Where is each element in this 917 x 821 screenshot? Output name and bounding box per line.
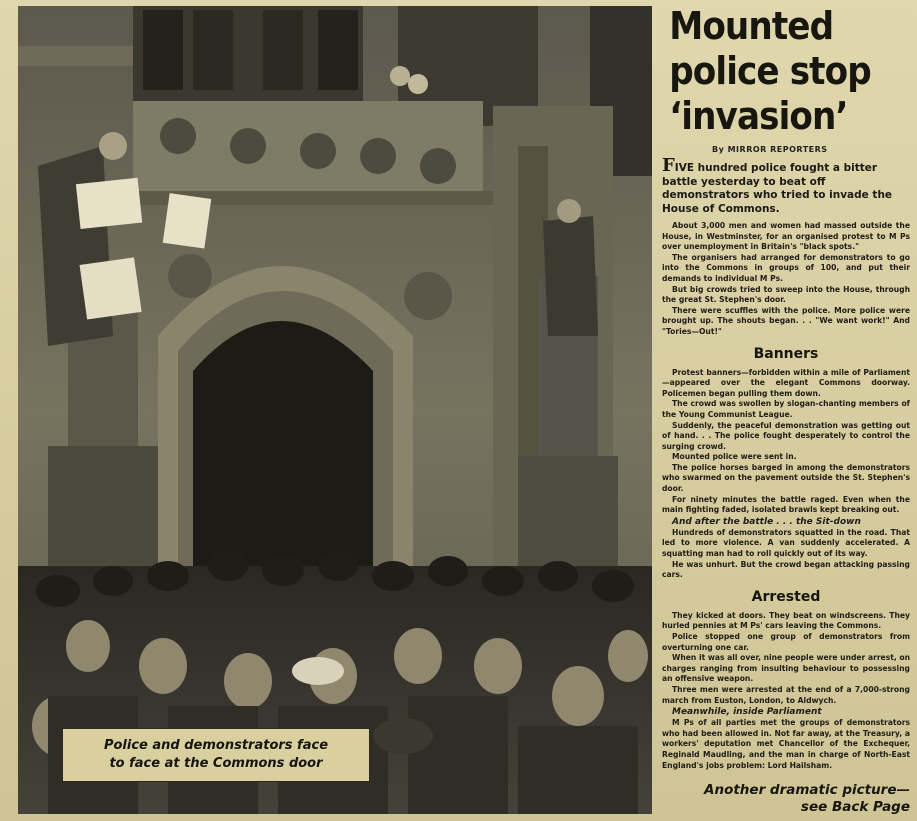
byline: By MIRROR REPORTERS (712, 145, 828, 154)
lead-text: IVE hundred police fought a bitter battle yesterday to beat off demonstrators who tried to invade the House of Commons. (662, 162, 893, 215)
body-paragraph: Hundreds of demonstrators squatted in the road. That led to more violence. A van suddenly accelerated. A squatting man had to roll quickly out of its way. (662, 527, 910, 559)
body-paragraph: The organisers had arranged for demonstrators to go into the Commons in groups of 100, and put their demands to individual M Ps. (662, 252, 910, 283)
caption-line-2: to face at the Commons door (109, 756, 323, 771)
drop-cap: F (662, 155, 675, 176)
italic-subhead-sitdown: And after the battle . . . the Sit-down (672, 516, 861, 527)
headline-line-1: Mounted (669, 4, 834, 48)
body-paragraph: The crowd was swollen by slogan-chanting members of the Young Communist League. (662, 399, 910, 419)
body-paragraph: Police stopped one group of demonstrators from overturning one car. (662, 632, 910, 652)
subhead-arrested: Arrested (751, 588, 821, 605)
body-paragraph: The police horses barged in among the demonstrators who swarmed on the pavement outside the St. Stephen's door. (662, 462, 910, 494)
body-paragraph: Protest banners—forbidden within a mile of Parliament—appeared over the elegant Commons doorway. Policemen began pulling them down. (662, 367, 910, 398)
body-paragraph: Three men were arrested at the end of a 7,000-strong march from Euston, London, to Aldwych. (662, 684, 910, 705)
headline (662, 4, 885, 139)
headline-line-2: police stop (669, 49, 871, 93)
lead-paragraph (662, 155, 908, 216)
news-photo (18, 6, 652, 814)
subhead-banners: Banners (753, 345, 819, 362)
promo-line-1: Another dramatic picture— (704, 782, 910, 798)
article-column (662, 4, 910, 816)
italic-subhead-parliament: Meanwhile, inside Parliament (672, 707, 822, 718)
body-paragraph: Suddenly, the peaceful demonstration was getting out of hand. . . The police fought desperately to control the surging crowd. (662, 420, 910, 451)
headline-line-3: ‘invasion’ (669, 94, 848, 138)
body-paragraph: About 3,000 men and women had massed outside the House, in Westminster, for an organised protest to M Ps over unemployment in Britain's "black spots." (662, 221, 910, 252)
body-paragraph: There were scuffles with the police. More police were brought up. The shouts began. . . "We want work!" And "Tories—Out!" (662, 305, 910, 336)
promo-line-2: see Back Page (800, 799, 910, 815)
body-paragraph: But big crowds tried to sweep into the House, through the great St. Stephen's door. (662, 284, 910, 305)
photo-illustration (18, 6, 652, 814)
body-paragraph: M Ps of all parties met the groups of demonstrators who had been allowed in. Not far away, at the Treasury, a workers' deputation met Chancellor of the Exchequer, Reginald Maudling, and the man in charge of North-East England's jobs problem: Lord Hailsham. (662, 718, 910, 770)
back-page-promo (662, 782, 910, 816)
body-paragraph: For ninety minutes the battle raged. Even when the main fighting faded, isolated brawls kept breaking out. (662, 494, 910, 515)
photo-caption (62, 728, 370, 782)
caption-line-1: Police and demonstrators face (103, 738, 329, 753)
body-paragraph: He was unhurt. But the crowd began attacking passing cars. (662, 559, 910, 580)
body-paragraph: When it was all over, nine people were under arrest, on charges ranging from insulting behaviour to possessing an offensive weapon. (662, 653, 910, 684)
body-paragraph: Mounted police were sent in. (672, 452, 797, 462)
body-paragraph: They kicked at doors. They beat on windscreens. They hurled pennies at M Ps' cars leaving the Commons. (662, 610, 910, 631)
